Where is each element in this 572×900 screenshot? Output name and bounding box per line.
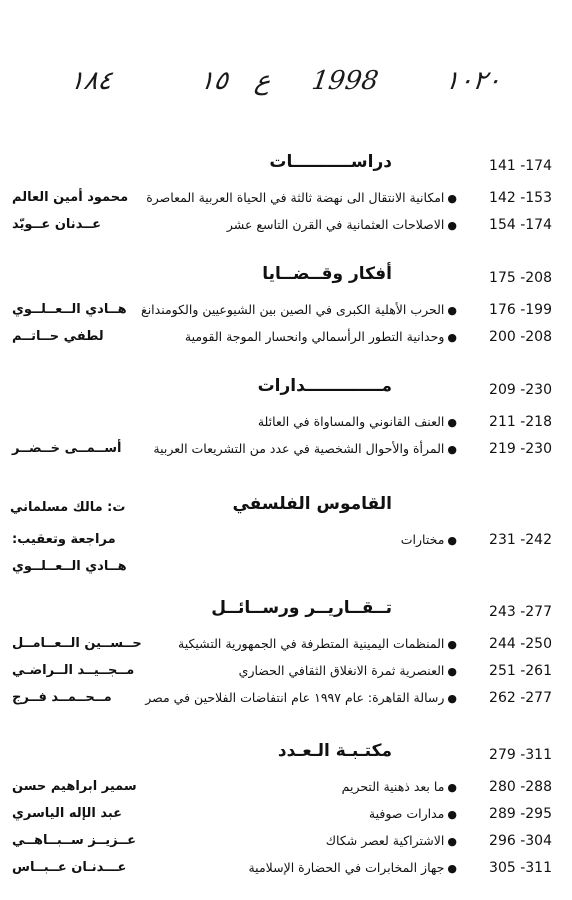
entry-author: هــادي الــعــلــوي [12,302,127,317]
section-title: تــقــاريــر ورســائــل [211,598,392,618]
handwritten-note-right: ١٠٢٠ [442,66,503,96]
entry-title: ●المرأة والأحوال الشخصية في عدد من التشريعات العربية [153,441,457,456]
bullet-icon: ● [447,331,457,344]
entry-title: ●الاشتراكية لعصر شكاك [325,833,457,848]
toc-entry [0,555,572,582]
entry-page-range: 280 -288 [489,779,552,795]
section-header [0,739,572,775]
section-page-range: 175 -208 [489,270,552,286]
entry-title: ●مدارات صوفية [368,806,457,821]
entry-author: مراجعة وتعقيب: [12,532,116,547]
bullet-icon: ● [447,443,457,456]
section-page-range: 141 -174 [489,158,552,174]
toc-entry [0,213,572,240]
entry-page-range: 244 -250 [489,636,552,652]
section-header [0,374,572,410]
toc-entry [0,437,572,464]
section-page-range: 209 -230 [489,382,552,398]
entry-page-range: 251 -261 [489,663,552,679]
entry-page-range: 305 -311 [489,860,552,876]
handwritten-note-mid1: ١٥ [197,66,231,96]
toc-entry [0,659,572,686]
section-ideas-issues [0,262,572,352]
section-title: القاموس الفلسفي [232,494,392,514]
toc-entry [0,632,572,659]
section-side-note: ت: مالك مسلماني [10,500,126,515]
entry-page-range: 176 -199 [489,302,552,318]
bullet-icon: ● [447,692,457,705]
table-of-contents [0,150,572,883]
entry-title: ●ما بعد ذهنية التحريم [341,779,457,794]
bullet-icon: ● [447,534,457,547]
section-page-range: 279 -311 [489,747,552,763]
entry-author: لطفي حــاتــم [12,329,104,344]
entry-page-range: 262 -277 [489,690,552,706]
section-page-range: 243 -277 [489,604,552,620]
entry-author: سمير ابراهيم حسن [12,779,137,794]
entry-title: ●العنف القانوني والمساواة في العائلة [257,414,457,429]
section-studies [0,150,572,240]
entry-author: مــحــمــد فــرج [12,690,112,705]
section-orbits [0,374,572,464]
bullet-icon: ● [447,219,457,232]
entry-author: عـــدنـان عــبــاس [12,860,127,875]
entry-title: ●العنصرية ثمرة الانغلاق الثقافي الحضاري [238,663,457,678]
entry-page-range: 142 -153 [489,190,552,206]
entry-page-range: 154 -174 [489,217,552,233]
entry-author: عــدنان عــويّد [12,217,101,232]
entry-page-range: 231 -242 [489,532,552,548]
toc-entry [0,802,572,829]
entry-page-range: 219 -230 [489,441,552,457]
section-issue-library [0,739,572,883]
section-header [0,262,572,298]
toc-entry [0,775,572,802]
toc-entry [0,325,572,352]
entry-author: محمود أمين العالم [12,190,129,205]
section-title: دراســــــــــات [269,152,392,172]
bullet-icon: ● [447,781,457,794]
toc-entry [0,829,572,856]
toc-entry [0,528,572,555]
section-title: أفكار وقــضــايا [262,264,392,284]
entry-title: ●رسالة القاهرة: عام ١٩٩٧ عام انتفاضات الفلاحين في مصر [145,690,457,705]
bullet-icon: ● [447,638,457,651]
entry-author: هــادي الــعــلــوي [12,559,127,574]
entry-page-range: 289 -295 [489,806,552,822]
entry-author: أســمــى خــضــر [12,441,122,456]
section-header [0,596,572,632]
entry-title: ●الحرب الأهلية الكبرى في الصين بين الشيوعيين والكومندانغ [141,302,457,317]
handwritten-year: 1998 [309,66,381,96]
handwritten-note-left: ١٨٤ [67,66,115,96]
entry-author: عــزيــز ســبــاهــي [12,833,137,848]
bullet-icon: ● [447,862,457,875]
entry-title: ●مختارات [400,532,457,547]
handwritten-note-mid2: ع [252,66,273,96]
section-title: مـــــــــــــدارات [257,376,392,396]
toc-entry [0,410,572,437]
entry-page-range: 211 -218 [489,414,552,430]
toc-entry [0,686,572,713]
bullet-icon: ● [447,416,457,429]
entry-title: ●جهاز المخابرات في الحضارة الإسلامية [248,860,457,875]
toc-entry [0,856,572,883]
bullet-icon: ● [447,304,457,317]
section-reports-letters [0,596,572,713]
entry-title: ●امكانية الانتقال الى نهضة ثالثة في الحياة العربية المعاصرة [146,190,457,205]
entry-page-range: 296 -304 [489,833,552,849]
bullet-icon: ● [447,835,457,848]
entry-title: ●المنظمات اليمينية المتطرفة في الجمهورية التشيكية [178,636,457,651]
section-philosophical-dictionary [0,492,572,582]
section-title: مكتـبـة الـعـدد [277,741,392,761]
entry-title: ●الاصلاحات العثمانية في القرن التاسع عشر [226,217,457,232]
entry-title: ●وحدانية التطور الرأسمالي وانحسار الموجة القومية [184,329,457,344]
bullet-icon: ● [447,665,457,678]
toc-entry [0,186,572,213]
section-header [0,150,572,186]
bullet-icon: ● [447,192,457,205]
entry-author: مــجــيــد الــراضـي [12,663,135,678]
entry-author: حــســين الــعــامــل [12,636,142,651]
entry-page-range: 200 -208 [489,329,552,345]
bullet-icon: ● [447,808,457,821]
toc-entry [0,298,572,325]
entry-author: عبد الإله الياسري [12,806,123,821]
section-header [0,492,572,528]
